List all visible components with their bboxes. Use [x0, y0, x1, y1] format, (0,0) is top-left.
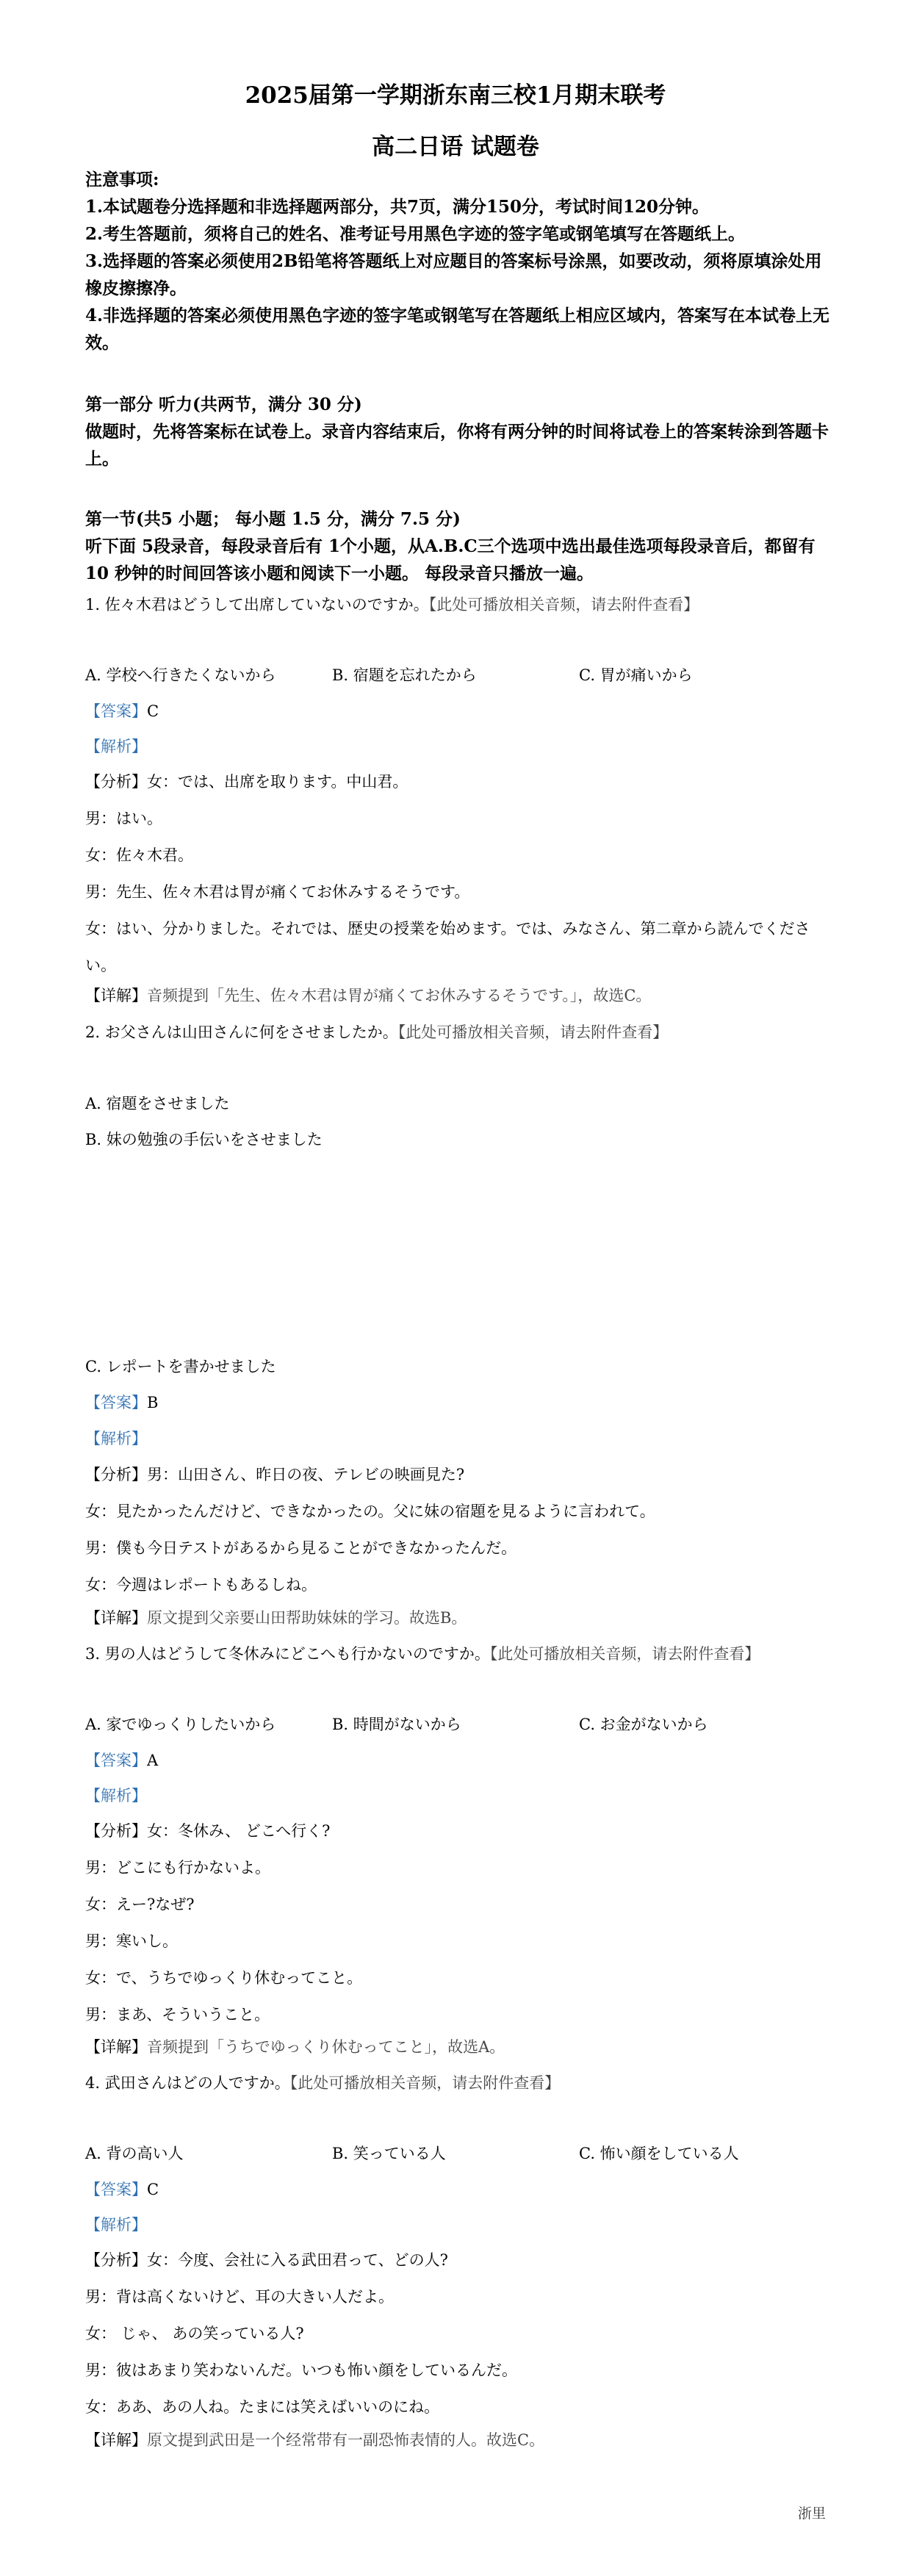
- question-1-option-c: C. 胃が痛いから: [579, 666, 693, 684]
- notice-item-1: 1.本试题卷分选择题和非选择题两部分，共7页，满分150分，考试时间120分钟。: [85, 197, 710, 217]
- question-2-option-a: A. 宿題をさせました: [85, 1095, 230, 1112]
- dialog-line: 男：彼はあまり笑わないんだ。いつも怖い顔をしているんだ。: [85, 2361, 517, 2379]
- section1-desc: 听下面 5段录音，每段录音后有 1个小题，从A.B.C三个选项中选出最佳选项每段录音后，都留有 10 秒钟的时间回答该小题和阅读下一小题。 每段录音只播放一遍。: [85, 536, 815, 583]
- question-4-detail: 【详解】原文提到武田是一个经常带有一副恐怖表情的人。故选C。: [85, 2431, 545, 2449]
- dialog-line: 男：まあ、そういうこと。: [85, 2006, 270, 2023]
- dialog-line: 女：で、うちでゆっくり休むってこと。: [85, 1969, 363, 1987]
- question-1-stem: 1. 佐々木君はどうして出席していないのですか。【此处可播放相关音频，请去附件查看】: [85, 596, 699, 614]
- question-3-option-a: A. 家でゆっくりしたいから: [85, 1716, 276, 1733]
- dialog-line: 男：先生、佐々木君は胃が痛くてお休みするそうです。: [85, 883, 470, 901]
- part1-block: [85, 391, 835, 472]
- notice-heading: 注意事项:: [85, 170, 159, 190]
- question-3-dialog: [85, 1813, 835, 2033]
- question-3-analysis-label: 【解析】: [85, 1787, 147, 1805]
- dialog-line: 女： じゃ、 あの笑っている人?: [85, 2325, 304, 2342]
- dialog-line: 男：はい。: [85, 810, 162, 827]
- section1-heading: 第一节(共5 小题； 每小题 1.5 分，满分 7.5 分): [85, 509, 461, 529]
- part1-heading: 第一部分 听力(共两节，满分 30 分): [85, 395, 362, 414]
- dialog-line: 女：佐々木君。: [85, 846, 193, 864]
- exam-subtitle: 高二日语 试题卷: [372, 134, 539, 160]
- question-3-detail: 【详解】音频提到「うちでゆっくり休むってこと」，故选A。: [85, 2038, 505, 2056]
- question-3-stem: 3. 男の人はどうして冬休みにどこへも行かないのですか。【此处可播放相关音频，请去附件查看】: [85, 1645, 760, 1663]
- question-2-stem: 2. お父さんは山田さんに何をさせましたか。【此处可播放相关音频，请去附件查看】: [85, 1023, 669, 1041]
- dialog-line: 女：ああ、あの人ね。たまには笑えばいいのにね。: [85, 2398, 440, 2416]
- dialog-line: 【分析】女：では、出席を取ります。中山君。: [85, 773, 408, 791]
- dialog-line: 男：背は高くないけど、耳の大きい人だよ。: [85, 2288, 394, 2306]
- dialog-line: 男：どこにも行かないよ。: [85, 1859, 270, 1877]
- question-3-answer: 【答案】A: [85, 1752, 159, 1769]
- question-4-option-a: A. 背の高い人: [85, 2145, 184, 2162]
- section1-block: [85, 506, 835, 587]
- question-2-dialog: [85, 1456, 835, 1603]
- dialog-line: 男：寒いし。: [85, 1932, 178, 1950]
- question-2-option-b: B. 妹の勉強の手伝いをさせました: [85, 1131, 323, 1148]
- dialog-line: 女：えー?なぜ?: [85, 1896, 195, 1913]
- dialog-line: 【分析】男：山田さん、昨日の夜、テレビの映画見た?: [85, 1466, 465, 1483]
- dialog-line: 女：見たかったんだけど、できなかったの。父に妹の宿題を見るように言われて。: [85, 1503, 655, 1520]
- notice-block: [85, 166, 835, 356]
- question-1-answer: 【答案】C: [85, 702, 159, 720]
- dialog-line: 【分析】女：今度、会社に入る武田君って、どの人?: [85, 2251, 448, 2269]
- question-4-answer: 【答案】C: [85, 2181, 159, 2198]
- question-1-detail: 【详解】音频提到「先生、佐々木君は胃が痛くてお休みするそうです。」，故选C。: [85, 987, 652, 1004]
- audio-note: 【此处可播放相关音频，请去附件查看】: [397, 1023, 669, 1041]
- question-2-option-c: C. レポートを書かせました: [85, 1358, 276, 1375]
- question-4-option-b: B. 笑っている人: [332, 2145, 446, 2162]
- audio-note: 【此处可播放相关音频，请去附件查看】: [489, 1645, 760, 1663]
- question-4-analysis-label: 【解析】: [85, 2216, 147, 2234]
- notice-item-3: 3.选择题的答案必须使用2B铅笔将答题纸上对应题目的答案标号涂黑，如要改动，须将原填涂处用橡皮擦擦净。: [85, 251, 822, 298]
- question-4-dialog: [85, 2242, 835, 2425]
- question-2-detail: 【详解】原文提到父亲要山田帮助妹妹的学习。故选B。: [85, 1609, 467, 1627]
- question-1-dialog: [85, 763, 835, 984]
- dialog-line: 【分析】女：冬休み、 どこへ行く?: [85, 1822, 331, 1840]
- page-footer: 浙里: [798, 2505, 827, 2522]
- notice-item-4: 4.非选择题的答案必须使用黑色字迹的签字笔或钢笔写在答题纸上相应区域内，答案写在本试卷上无效。: [85, 306, 830, 353]
- dialog-line: 女：今週はレポートもあるしね。: [85, 1576, 317, 1594]
- question-4-stem: 4. 武田さんはどの人ですか。【此处可播放相关音频，请去附件查看】: [85, 2074, 561, 2092]
- dialog-line: 女：はい、分かりました。それでは、歴史の授業を始めます。では、みなさん、第二章から読んでください。: [85, 920, 810, 974]
- notice-item-2: 2.考生答题前，须将自己的姓名、准考证号用黑色字迹的签字笔或钢笔填写在答题纸上。: [85, 224, 746, 244]
- dialog-line: 男：僕も今日テストがあるから見ることができなかったんだ。: [85, 1539, 517, 1557]
- part1-desc: 做题时，先将答案标在试卷上。录音内容结束后，你将有两分钟的时间将试卷上的答案转涂到答题卡上。: [85, 422, 829, 469]
- question-1-option-a: A. 学校へ行きたくないから: [85, 666, 276, 684]
- question-1-analysis-label: 【解析】: [85, 738, 147, 755]
- question-2-answer: 【答案】B: [85, 1394, 159, 1411]
- question-2-analysis-label: 【解析】: [85, 1430, 147, 1447]
- audio-note: 【此处可播放相关音频，请去附件查看】: [289, 2074, 561, 2092]
- question-3-option-c: C. お金がないから: [579, 1716, 708, 1733]
- exam-title: 2025届第一学期浙东南三校1月期末联考: [245, 82, 666, 109]
- question-1-option-b: B. 宿題を忘れたから: [332, 666, 477, 684]
- question-4-option-c: C. 怖い顔をしている人: [579, 2145, 739, 2162]
- audio-note: 【此处可播放相关音频，请去附件查看】: [428, 596, 699, 614]
- question-3-option-b: B. 時間がないから: [332, 1716, 461, 1733]
